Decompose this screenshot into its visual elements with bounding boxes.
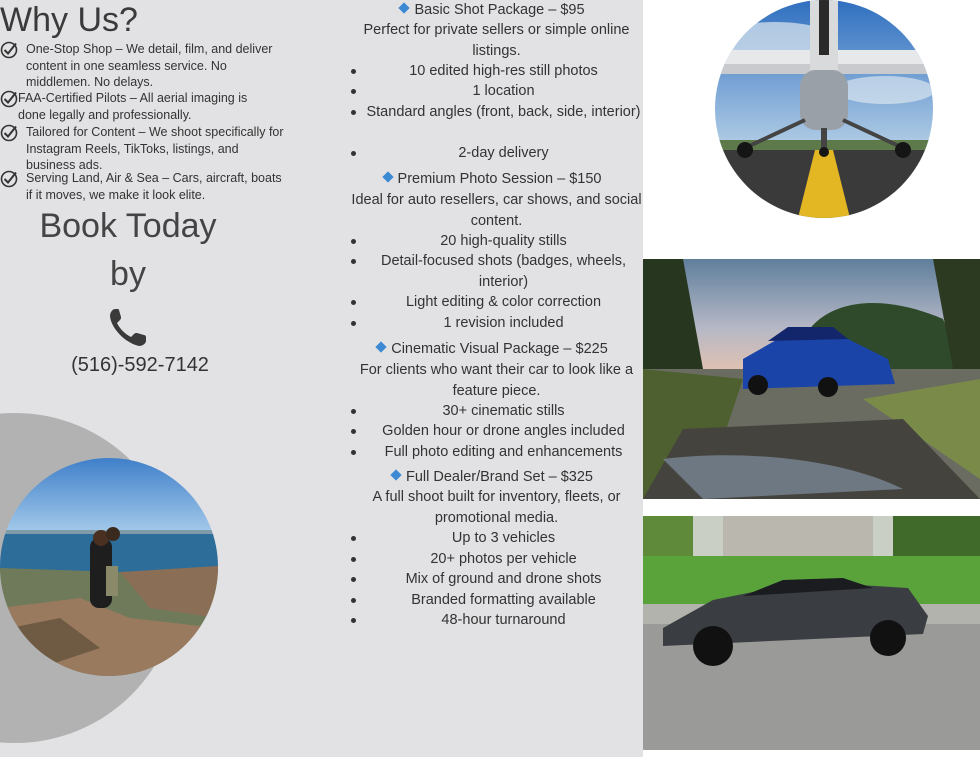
package-description: Ideal for auto resellers, car shows, and social content. — [351, 192, 642, 229]
camaro-photo — [643, 516, 980, 750]
why-us-heading: Why Us? — [0, 1, 138, 39]
couple-photo — [0, 458, 218, 676]
diamond-icon — [382, 171, 393, 182]
phone-icon — [108, 306, 148, 348]
diamond-icon — [390, 469, 401, 480]
package-description: For clients who want their car to look like a feature piece. — [359, 362, 634, 399]
package-title: Cinematic Visual Package – $225 — [340, 339, 645, 360]
package-description: Perfect for private sellers or simple online listings. — [363, 22, 630, 59]
phone-number[interactable]: (516)-592-7142 — [71, 354, 209, 376]
diamond-icon — [376, 341, 387, 352]
package-description: A full shoot built for inventory, fleets, or promotional media. — [372, 489, 621, 526]
package-title: Premium Photo Session – $150 — [340, 169, 645, 190]
package-title: Basic Shot Package – $95 — [340, 0, 645, 21]
airplane-photo — [715, 0, 933, 218]
checkmark-icon — [0, 170, 18, 188]
package-title: Full Dealer/Brand Set – $325 — [340, 467, 645, 488]
diamond-icon — [399, 2, 410, 13]
book-by-heading: by — [110, 255, 146, 293]
feature-text: FAA-Certified Pilots – All aerial imaging is done legally and professionally. — [18, 91, 248, 122]
checkmark-icon — [0, 124, 18, 142]
subaru-photo — [643, 259, 980, 499]
feature-text: Tailored for Content – We shoot specifically for Instagram Reels, TikToks, listings, and business ads. — [26, 125, 284, 172]
checkmark-icon — [0, 90, 18, 108]
feature-text: One-Stop Shop – We detail, film, and deliver content in one seamless service. No middlemen. No delays. — [26, 42, 273, 89]
book-today-heading: Book Today — [39, 207, 217, 245]
feature-text: Serving Land, Air & Sea – Cars, aircraft, boats if it moves, we make it look elite. — [26, 171, 282, 202]
checkmark-icon — [0, 41, 18, 59]
